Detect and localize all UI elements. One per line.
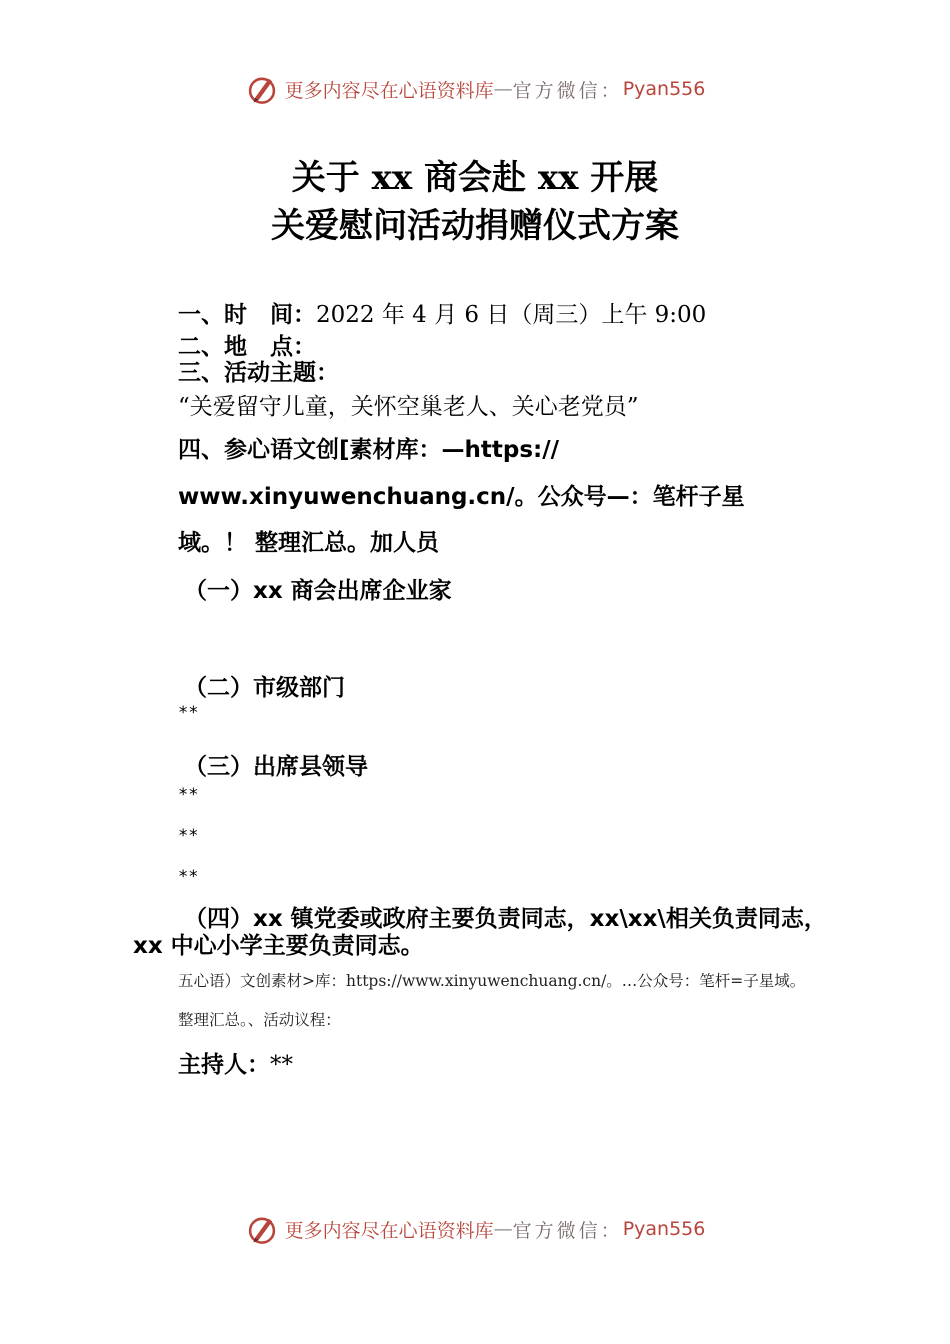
subsection2-item: ** <box>178 703 199 723</box>
document-title-line1: 关于 xx 商会赴 xx 开展 <box>291 158 659 198</box>
time-label: 一、时 间： <box>178 302 316 328</box>
watermark-account: Pyan556 <box>622 78 706 100</box>
subsection3-item: ** <box>178 867 199 887</box>
watermark-main: 更多内容尽在心语资料库 <box>284 1219 494 1242</box>
theme-value: “关爱留守儿童，关怀空巢老人、关心老党员” <box>178 394 639 420</box>
subsection1: （一）xx 商会出席企业家 <box>184 578 452 604</box>
watermark-label: 官方微信： <box>512 1219 623 1242</box>
watermark-label: 官方微信： <box>512 79 623 102</box>
document-title-line2: 关爱慰问活动捐赠仪式方案 <box>271 206 679 246</box>
host-line <box>178 1046 293 1079</box>
watermark-main: 更多内容尽在心语资料库 <box>284 79 494 102</box>
section5-line2: 整理汇总。、活动议程： <box>178 1011 341 1029</box>
subsection3: （三）出席县领导 <box>184 754 368 780</box>
section-time <box>178 296 706 329</box>
watermark-separator: — <box>493 78 513 100</box>
subsection3-item: ** <box>178 826 199 846</box>
bottom-watermark <box>0 1212 950 1246</box>
pen-logo-icon <box>245 72 279 106</box>
host-label: 主持人： <box>178 1052 270 1078</box>
pen-logo-icon <box>245 1212 279 1246</box>
watermark-account: Pyan556 <box>622 1218 706 1240</box>
section4-line3: 域。！ 整理汇总。加人员 <box>178 530 440 556</box>
time-value: 2022 年 4 月 6 日（周三）上午 9:00 <box>316 302 707 328</box>
watermark-separator: — <box>493 1218 513 1240</box>
top-watermark <box>0 72 950 106</box>
section4-line2: www.xinyuwenchuang.cn/。公众号—：笔杆子星 <box>178 484 745 510</box>
subsection2: （二）市级部门 <box>184 675 345 701</box>
subsection4-line1: （四）xx 镇党委或政府主要负责同志，xx\xx\相关负责同志， <box>184 906 827 932</box>
section5-line1: 五心语）文创素材>库：https://www.xinyuwenchuang.cn/。…公众号：笔杆=子星域。 <box>178 972 806 990</box>
place-label: 二、地 点： <box>178 334 316 360</box>
subsection4-line2: xx 中心小学主要负责同志。 <box>133 933 424 959</box>
subsection3-item: ** <box>178 785 199 805</box>
section4-line1: 四、参心语文创[素材库：—https:// <box>178 437 560 463</box>
theme-label: 三、活动主题： <box>178 360 339 386</box>
host-value: ** <box>270 1052 293 1078</box>
